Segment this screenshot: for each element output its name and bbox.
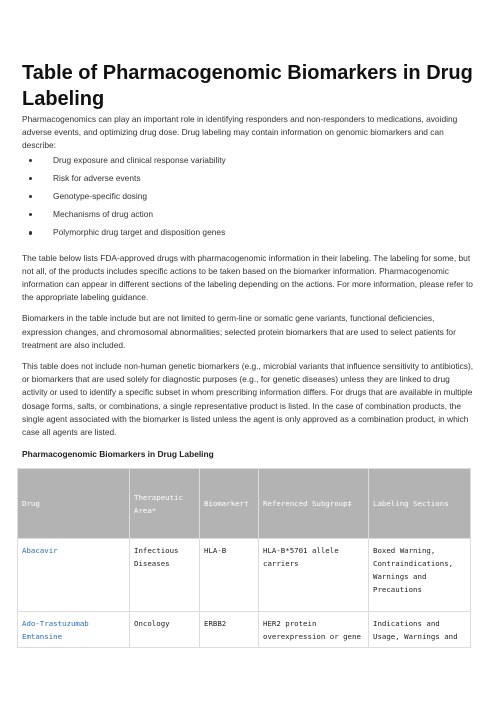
table-row xyxy=(18,539,471,612)
intro-paragraph: Pharmacogenomics can play an important role in identifying responders and non-responders to medications, avoiding adverse events, and optimizing drug dose. Drug labeling may contain information on genomic biomarkers and can describe: xyxy=(22,114,458,151)
table-cell: Oncology xyxy=(130,612,200,648)
table-cell: Infectious Diseases xyxy=(130,539,200,612)
list-item: Polymorphic drug target and disposition genes xyxy=(22,225,474,243)
document-body xyxy=(22,60,474,460)
table-cell: Indications and Usage, Warnings and xyxy=(369,612,471,648)
bullet-icon xyxy=(29,231,32,234)
list-item: Genotype-specific dosing xyxy=(22,189,474,207)
list-item: Drug exposure and clinical response variability xyxy=(22,153,474,171)
paragraph-exclusions: This table does not include non-human genetic biomarkers (e.g., microbial variants that influence sensitivity to antibiotics), or biomarkers that are used solely for diagnostic purposes (e.g., for genetic diseases) unless they are linked to drug activity or used to identify a specific subset in whom prescribing information differs. For drugs that are available in multiple dosage forms, salts, or combinations, a single representative product is listed. In the case of combination products, the single agent associated with the biomarker is listed unless the agent is only approved as a combination product, in which case all agents are listed. xyxy=(22,360,474,437)
bullet-icon xyxy=(29,213,32,216)
biomarker-table xyxy=(17,468,471,648)
table-cell: HER2 protein overexpression or gene xyxy=(259,612,369,648)
paragraph-table-description: The table below lists FDA-approved drugs with pharmacogenomic information in their labeling. The labeling for some, but not all, of the products includes specific actions to be taken based on the biomarker information. Pharmacogenomic information can appear in different sections of the labeling depending on the actions. For more information, please refer to the appropriate labeling guidance. xyxy=(22,252,473,303)
column-header-referenced-subgroup[interactable]: Referenced Subgroup‡ xyxy=(259,469,369,539)
column-header-therapeutic-area[interactable]: Therapeutic Area* xyxy=(130,469,200,539)
bullet-icon xyxy=(29,177,32,180)
column-header-drug[interactable]: Drug xyxy=(18,469,130,539)
paragraph-biomarker-scope: Biomarkers in the table include but are not limited to germ-line or somatic gene variants, functional deficiencies, expression changes, and chromosomal abnormalities; selected protein biomarkers that are used to select patients for treatment are also included. xyxy=(22,313,456,350)
table-cell: HLA-B xyxy=(200,539,259,612)
bullet-icon xyxy=(29,159,32,162)
table-cell: HLA-B*5701 allele carriers xyxy=(259,539,369,612)
bullet-icon xyxy=(29,195,32,198)
page-title: Table of Pharmacogenomic Biomarkers in Drug Labeling xyxy=(22,62,473,110)
list-item: Risk for adverse events xyxy=(22,171,474,189)
table-header-row xyxy=(18,469,471,539)
table-title: Pharmacogenomic Biomarkers in Drug Labeling xyxy=(22,449,214,460)
table-row xyxy=(18,612,471,648)
drug-link[interactable]: Ado-Trastuzumab Emtansine xyxy=(18,612,130,648)
drug-link[interactable]: Abacavir xyxy=(18,539,130,612)
table-cell: Boxed Warning, Contraindications, Warnings and Precautions xyxy=(369,539,471,612)
table-cell: ERBB2 xyxy=(200,612,259,648)
column-header-biomarker[interactable]: Biomarker† xyxy=(200,469,259,539)
column-header-labeling-sections[interactable]: Labeling Sections xyxy=(369,469,471,539)
list-item: Mechanisms of drug action xyxy=(22,207,474,225)
bullet-list xyxy=(22,153,474,244)
